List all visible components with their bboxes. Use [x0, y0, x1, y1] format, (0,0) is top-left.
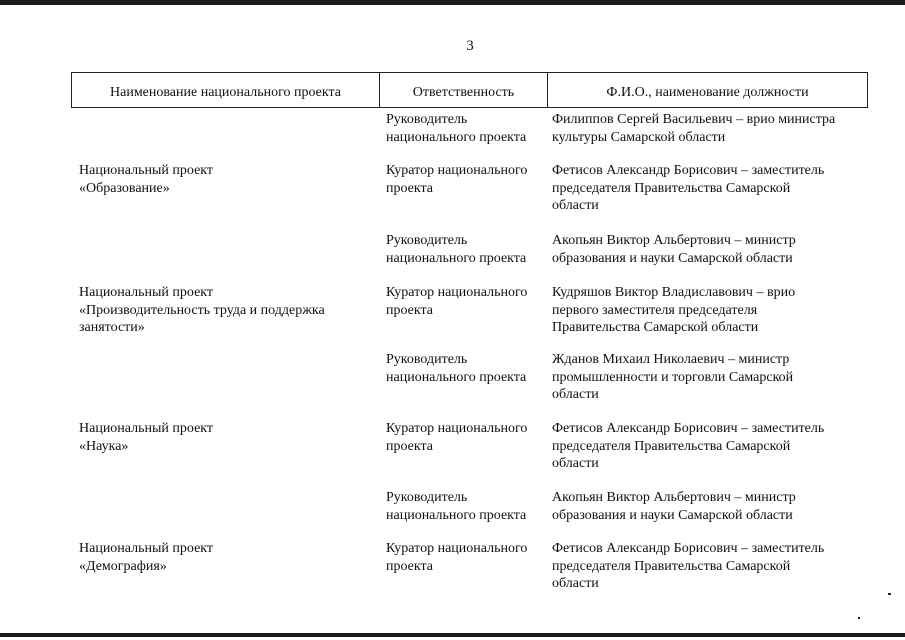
row-7-role: Куратор национального проекта — [386, 541, 528, 574]
row-1-person: Фетисов Александр Борисович – заместитель председателя Правительства Самарской области — [552, 163, 825, 213]
row-5-role: Куратор национального проекта — [386, 421, 528, 454]
header-person: Ф.И.О., наименование должности — [606, 85, 809, 100]
row-4-person: Жданов Михаил Николаевич – министр промышленности и торговли Самарской области — [552, 352, 794, 402]
row-1-project: Национальный проект «Образование» — [79, 163, 214, 196]
row-5-project: Национальный проект «Наука» — [79, 421, 214, 454]
row-7-project: Национальный проект «Демография» — [79, 541, 214, 574]
row-6-role: Руководитель национального проекта — [386, 490, 527, 523]
row-2-person: Акопьян Виктор Альбертович – министр образования и науки Самарской области — [552, 233, 796, 266]
scan-speck — [888, 593, 891, 595]
row-6-person: Акопьян Виктор Альбертович – министр образования и науки Самарской области — [552, 490, 796, 523]
header-project: Наименование национального проекта — [72, 73, 380, 107]
bottom-border-line — [0, 633, 905, 637]
scan-speck — [858, 617, 860, 619]
row-5-person: Фетисов Александр Борисович – заместитель председателя Правительства Самарской области — [552, 421, 825, 471]
page-number: 3 — [466, 38, 474, 54]
row-3-role: Куратор национального проекта — [386, 285, 528, 318]
row-4-role: Руководитель национального проекта — [386, 352, 527, 385]
header-responsibility: Ответственность — [380, 73, 548, 107]
row-1-role: Куратор национального проекта — [386, 163, 528, 196]
row-7-person: Фетисов Александр Борисович – заместитель председателя Правительства Самарской области — [552, 541, 825, 591]
row-3-person: Кудряшов Виктор Владиславович – врио первого заместителя председателя Правительства Самарской области — [552, 285, 796, 335]
table-header — [71, 72, 868, 108]
top-border-line — [0, 0, 905, 5]
row-2-role: Руководитель национального проекта — [386, 233, 527, 266]
row-0-person: Филиппов Сергей Васильевич – врио министра культуры Самарской области — [552, 112, 836, 145]
row-3-project: Национальный проект «Производительность труда и поддержка занятости» — [79, 285, 325, 335]
row-0-role: Руководитель национального проекта — [386, 112, 527, 145]
